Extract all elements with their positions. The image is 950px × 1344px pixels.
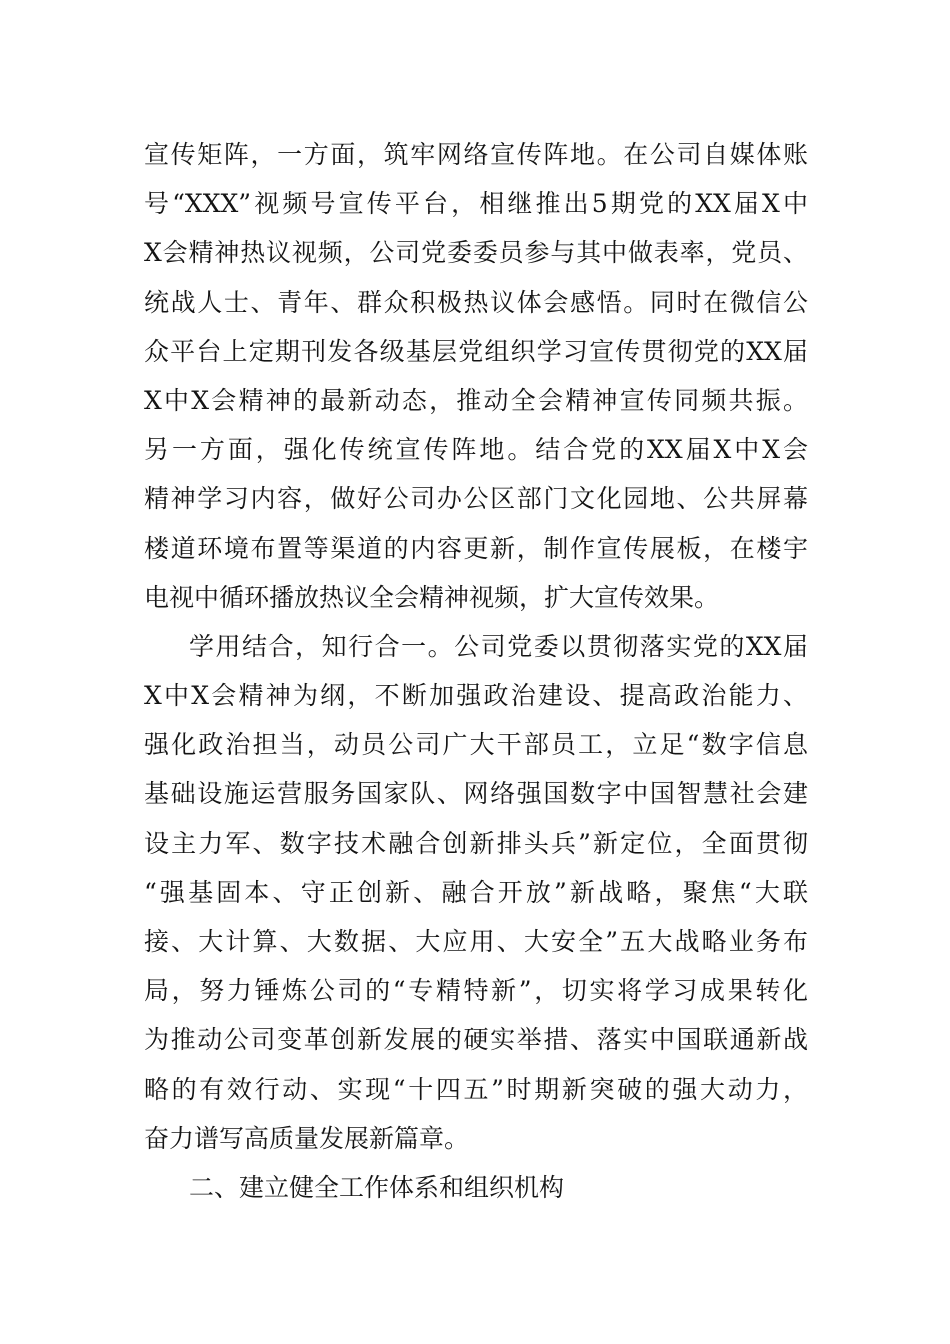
text-line: 基础设施运营服务国家队、网络强国数字中国智慧社会建 bbox=[144, 779, 808, 809]
text-line: X会精神热议视频，公司党委委员参与其中做表率，党员、 bbox=[144, 238, 808, 268]
text-line: “强基固本、守正创新、融合开放”新战略，聚焦“大联 bbox=[144, 877, 808, 907]
text-line: 学用结合，知行合一。公司党委以贯彻落实党的XX届 bbox=[189, 631, 808, 661]
text-line: 众平台上定期刊发各级基层党组织学习宣传贯彻党的XX届 bbox=[144, 336, 808, 366]
text-line: 接、大计算、大数据、大应用、大安全”五大战略业务布 bbox=[144, 927, 808, 956]
text-line: 另一方面，强化传统宣传阵地。结合党的XX届X中X会 bbox=[144, 435, 808, 465]
text-line: 奋力谱写高质量发展新篇章。 bbox=[144, 1123, 470, 1153]
paragraph-publicity-matrix bbox=[144, 130, 808, 622]
text-line: X中X会精神为纲，不断加强政治建设、提高政治能力、 bbox=[144, 681, 808, 711]
text-line: X中X会精神的最新动态，推动全会精神宣传同频共振。 bbox=[144, 385, 808, 415]
text-line: 强化政治担当，动员公司广大干部员工，立足“数字信息 bbox=[144, 730, 808, 760]
text-line: 号“XXX”视频号宣传平台，相继推出5期党的XX届X中 bbox=[144, 189, 808, 219]
text-line: 精神学习内容，做好公司办公区部门文化园地、公共屏幕 bbox=[144, 484, 808, 514]
document-body bbox=[144, 130, 808, 1212]
text-line: 为推动公司变革创新发展的硬实举措、落实中国联通新战 bbox=[144, 1025, 808, 1055]
text-line: 略的有效行动、实现“十四五”时期新突破的强大动力， bbox=[144, 1074, 808, 1104]
section-heading bbox=[144, 1163, 808, 1212]
text-line: 电视中循环播放热议全会精神视频，扩大宣传效果。 bbox=[144, 582, 720, 612]
text-line: 统战人士、青年、群众积极热议体会感悟。同时在微信公 bbox=[144, 287, 808, 317]
text-line: 楼道环境布置等渠道的内容更新，制作宣传展板，在楼宇 bbox=[144, 533, 808, 563]
text-line: 局，努力锤炼公司的“专精特新”，切实将学习成果转化 bbox=[144, 976, 808, 1006]
paragraph-learning-and-practice bbox=[144, 622, 808, 1163]
text-line: 设主力军、数字技术融合创新排头兵”新定位，全面贯彻 bbox=[144, 828, 808, 858]
text-line: 宣传矩阵，一方面，筑牢网络宣传阵地。在公司自媒体账 bbox=[144, 140, 808, 169]
section-heading-text: 二、建立健全工作体系和组织机构 bbox=[189, 1172, 565, 1202]
